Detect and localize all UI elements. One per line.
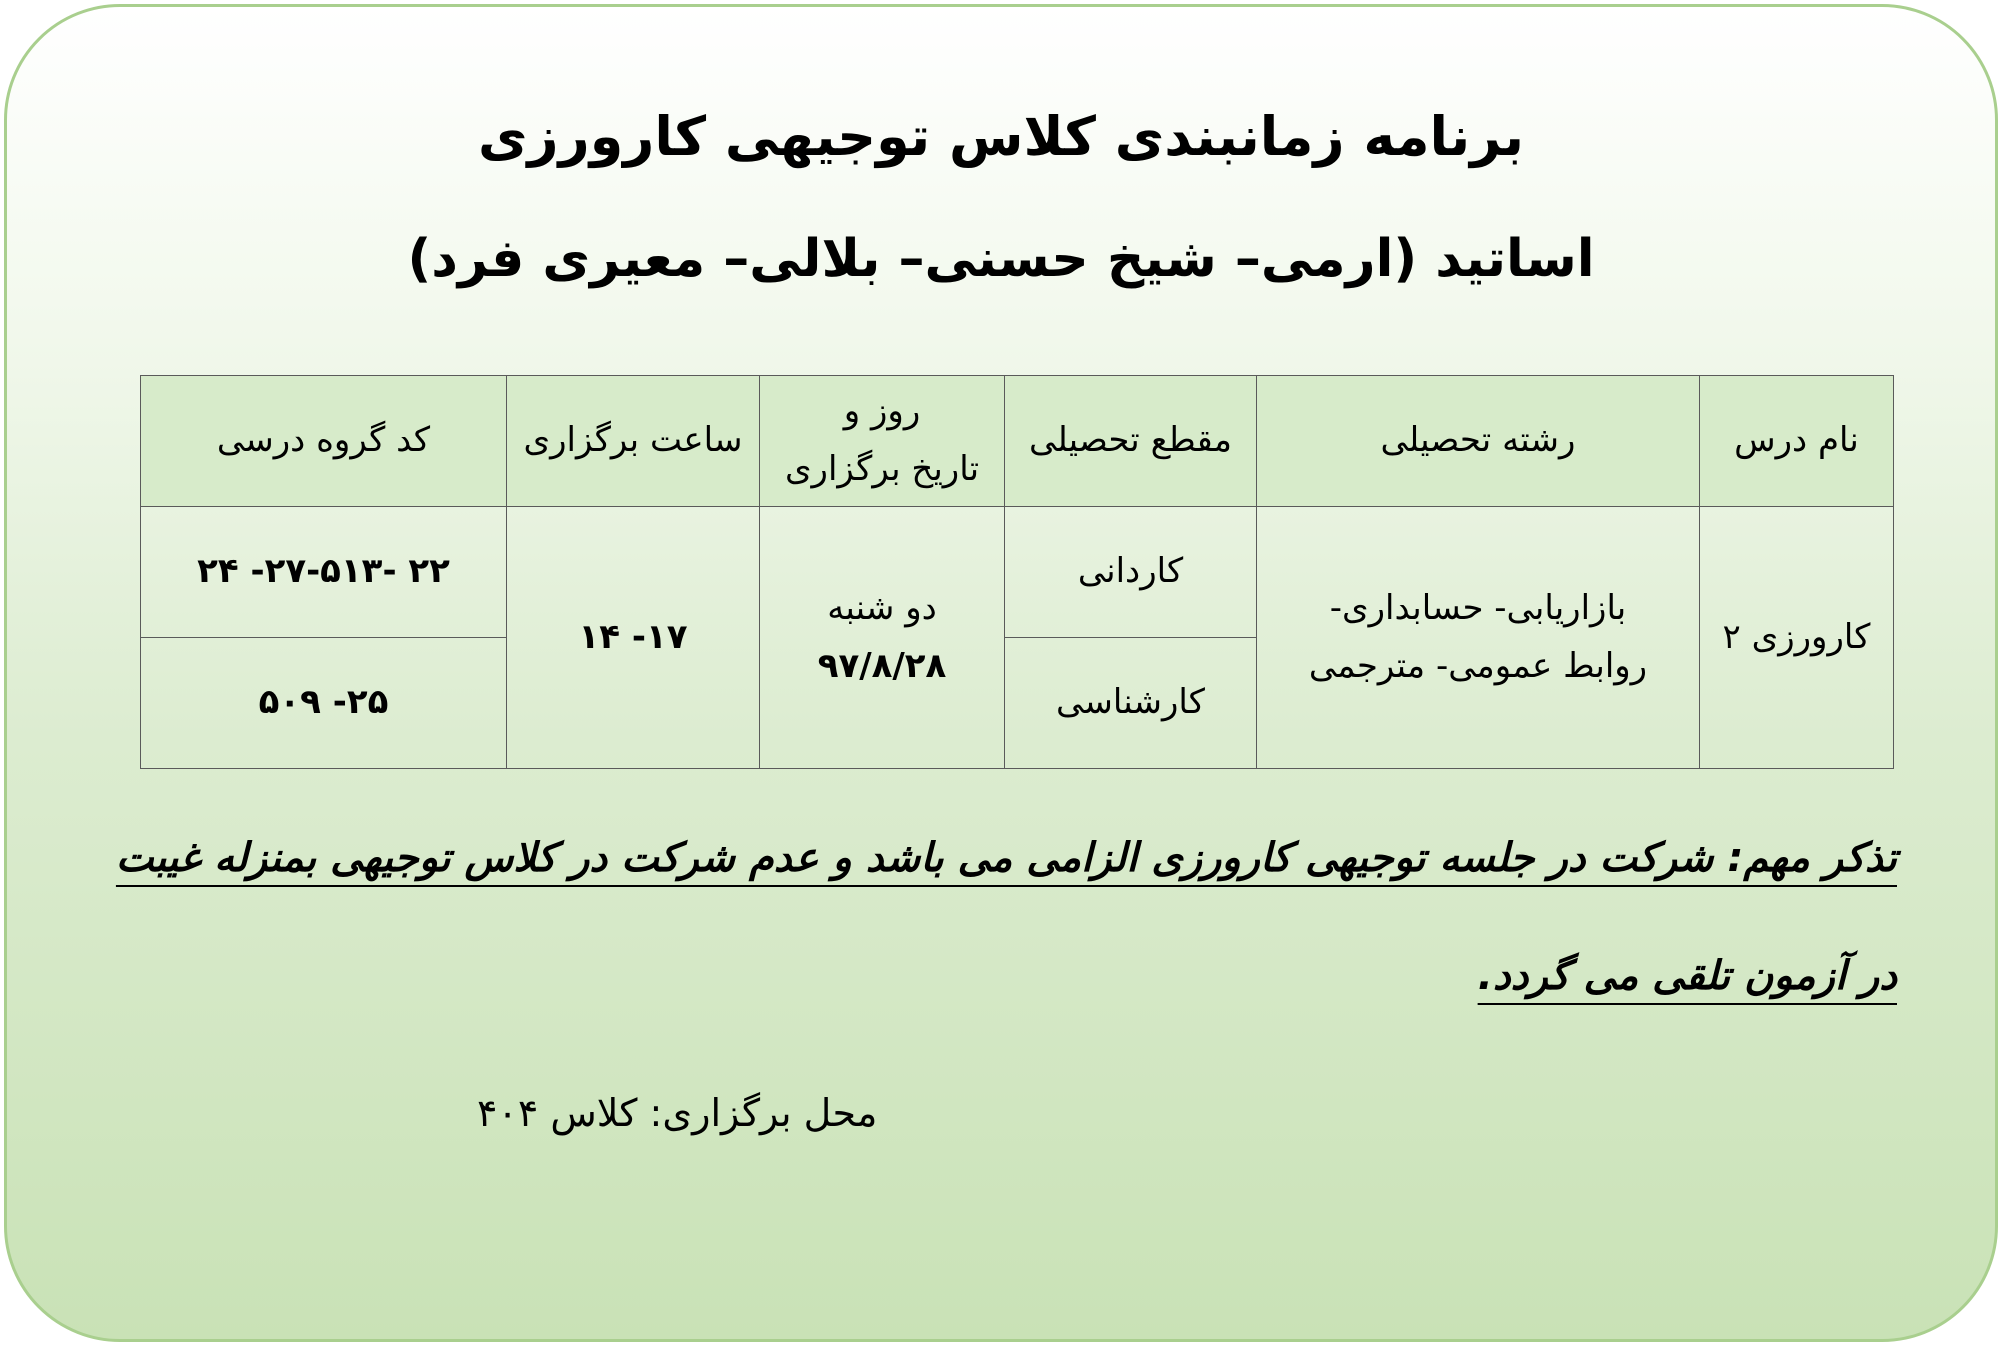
header-day-date — [760, 376, 1005, 507]
cell-course-name: کارورزی ۲ — [1700, 507, 1894, 769]
header-day-line1: روز و — [843, 391, 921, 432]
cell-group-code-1: ۲۲ -۲۷-۵۱۳- ۲۴ — [141, 507, 507, 638]
venue-text: محل برگزاری: کلاس ۴۰۴ — [477, 1091, 878, 1135]
page-title: برنامه زمانبندی کلاس توجیهی کارورزی — [478, 105, 1524, 168]
cell-level-associate: کاردانی — [1005, 507, 1257, 638]
schedule-table — [140, 375, 1894, 769]
header-course-name: نام درس — [1700, 376, 1894, 507]
important-note-line2: در آزمون تلقی می گردد. — [1477, 953, 1897, 999]
cell-time: ۱۷- ۱۴ — [507, 507, 760, 769]
announcement-card — [4, 4, 1998, 1342]
instructors-line: اساتید (ارمی– شیخ حسنی– بلالی– معیری فرد) — [407, 229, 1595, 289]
important-note-line1: تذکر مهم: شرکت در جلسه توجیهی کارورزی الزامی می باشد و عدم شرکت در کلاس توجیهی بمنزله غیبت — [115, 835, 1897, 881]
table-row — [141, 507, 1894, 638]
cell-level-bachelor: کارشناسی — [1005, 638, 1257, 769]
header-time: ساعت برگزاری — [507, 376, 760, 507]
header-field: رشته تحصیلی — [1257, 376, 1700, 507]
cell-field — [1257, 507, 1700, 769]
cell-day: دو شنبه — [827, 587, 937, 628]
cell-group-code-2: ۲۵- ۵۰۹ — [141, 638, 507, 769]
cell-date: ۹۷/۸/۲۸ — [817, 645, 947, 686]
header-level: مقطع تحصیلی — [1005, 376, 1257, 507]
cell-day-date — [760, 507, 1005, 769]
cell-field-line1: بازاریابی- حسابداری- — [1329, 587, 1627, 628]
header-group-code: کد گروه درسی — [141, 376, 507, 507]
cell-field-line2: روابط عمومی- مترجمی — [1308, 645, 1648, 686]
table-header-row — [141, 376, 1894, 507]
header-day-line2: تاریخ برگزاری — [784, 449, 980, 489]
